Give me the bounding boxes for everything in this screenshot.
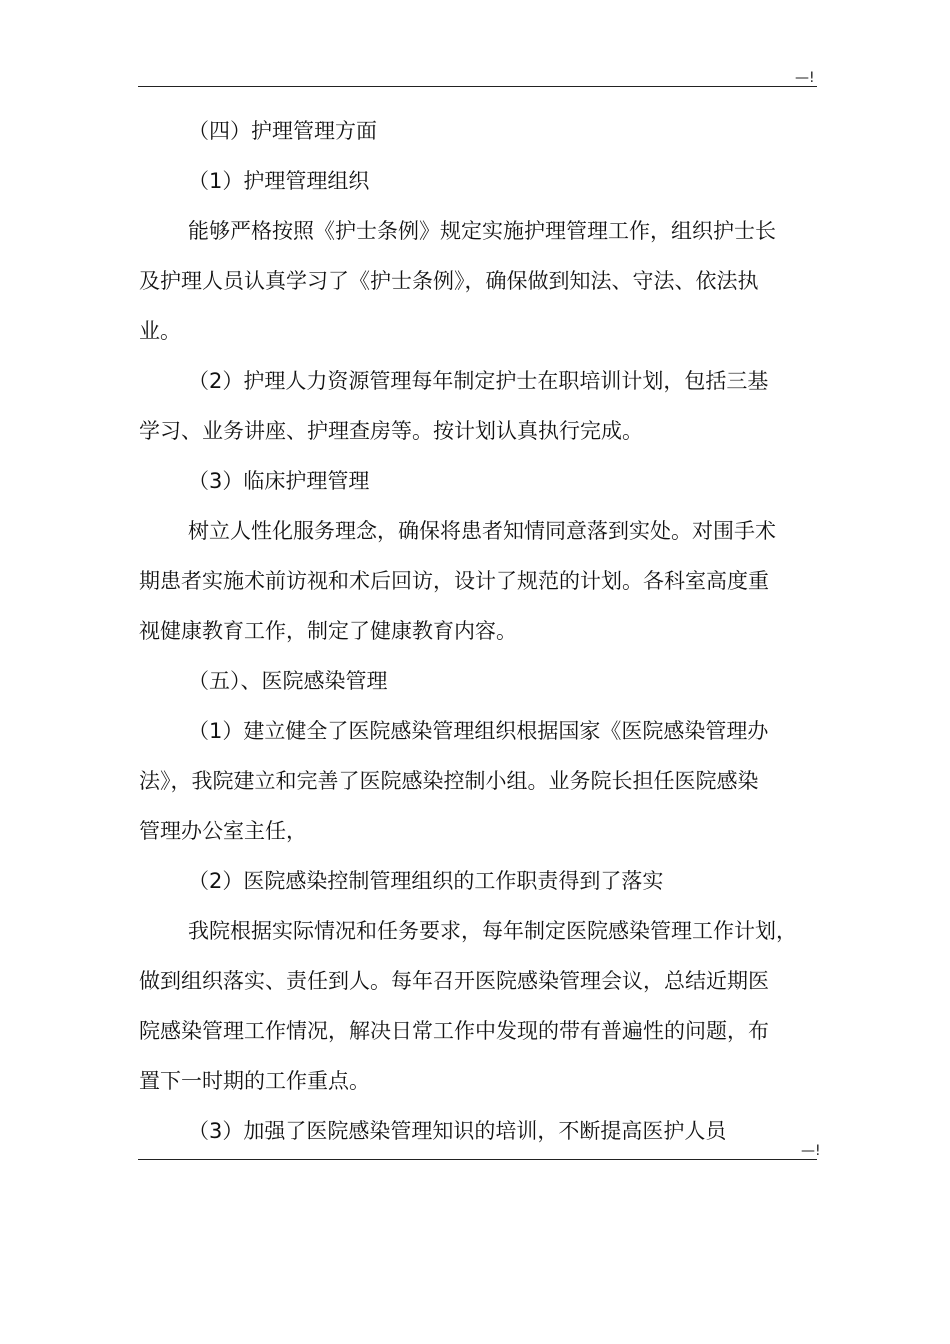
heading-text: （四）护理管理方面 (188, 119, 377, 143)
subheading-text: （2）医院感染控制管理组织的工作职责得到了落实 (188, 869, 664, 893)
subheading-text: （1）护理管理组织 (188, 169, 370, 193)
paragraph-infection-training (139, 1106, 819, 1156)
paragraph-line: 及护理人员认真学习了《护士条例》，确保做到知法、守法、依法执 (139, 269, 759, 293)
section-heading-infection-management (139, 656, 819, 706)
paragraph-human-resources (139, 356, 819, 456)
heading-text: （五）、医院感染管理 (188, 669, 388, 693)
subheading-nursing-organization (139, 156, 819, 206)
paragraph-line: 我院根据实际情况和任务要求，每年制定医院感染管理工作计划， (188, 919, 797, 943)
paragraph-line: 期患者实施术前访视和术后回访，设计了规范的计划。各科室高度重 (139, 569, 769, 593)
paragraph-line: 业。 (139, 319, 181, 343)
section-heading-nursing-management (139, 106, 819, 156)
footer-page-mark: —! (801, 1143, 821, 1159)
subheading-clinical-nursing (139, 456, 819, 506)
header-page-mark: —! (795, 70, 815, 86)
paragraph-infection-organization (139, 706, 819, 856)
paragraph-infection-plan (139, 906, 819, 1106)
subheading-infection-duties (139, 856, 819, 906)
subheading-text: （3）临床护理管理 (188, 469, 370, 493)
footer-rule (138, 1159, 817, 1160)
paragraph-line: 树立人性化服务理念，确保将患者知情同意落到实处。对围手术 (188, 519, 776, 543)
paragraph-line: 做到组织落实、责任到人。每年召开医院感染管理会议，总结近期医 (139, 969, 769, 993)
paragraph-line: 院感染管理工作情况，解决日常工作中发现的带有普遍性的问题，布 (139, 1019, 769, 1043)
paragraph-line: 法》，我院建立和完善了医院感染控制小组。业务院长担任医院感染 (139, 769, 759, 793)
paragraph-line: 视健康教育工作，制定了健康教育内容。 (139, 619, 517, 643)
paragraph-line: （2）护理人力资源管理每年制定护士在职培训计划，包括三基 (188, 369, 769, 393)
paragraph-line: 置下一时期的工作重点。 (139, 1069, 370, 1093)
paragraph-nursing-regulations (139, 206, 819, 356)
paragraph-line: （1）建立健全了医院感染管理组织根据国家《医院感染管理办 (188, 719, 769, 743)
header-rule (138, 86, 817, 87)
paragraph-line: 学习、业务讲座、护理查房等。按计划认真执行完成。 (139, 419, 643, 443)
paragraph-line: 管理办公室主任， (139, 819, 307, 843)
paragraph-line: （3）加强了医院感染管理知识的培训，不断提高医护人员 (188, 1119, 727, 1143)
paragraph-line: 能够严格按照《护士条例》规定实施护理管理工作，组织护士长 (188, 219, 776, 243)
paragraph-humanized-service (139, 506, 819, 656)
